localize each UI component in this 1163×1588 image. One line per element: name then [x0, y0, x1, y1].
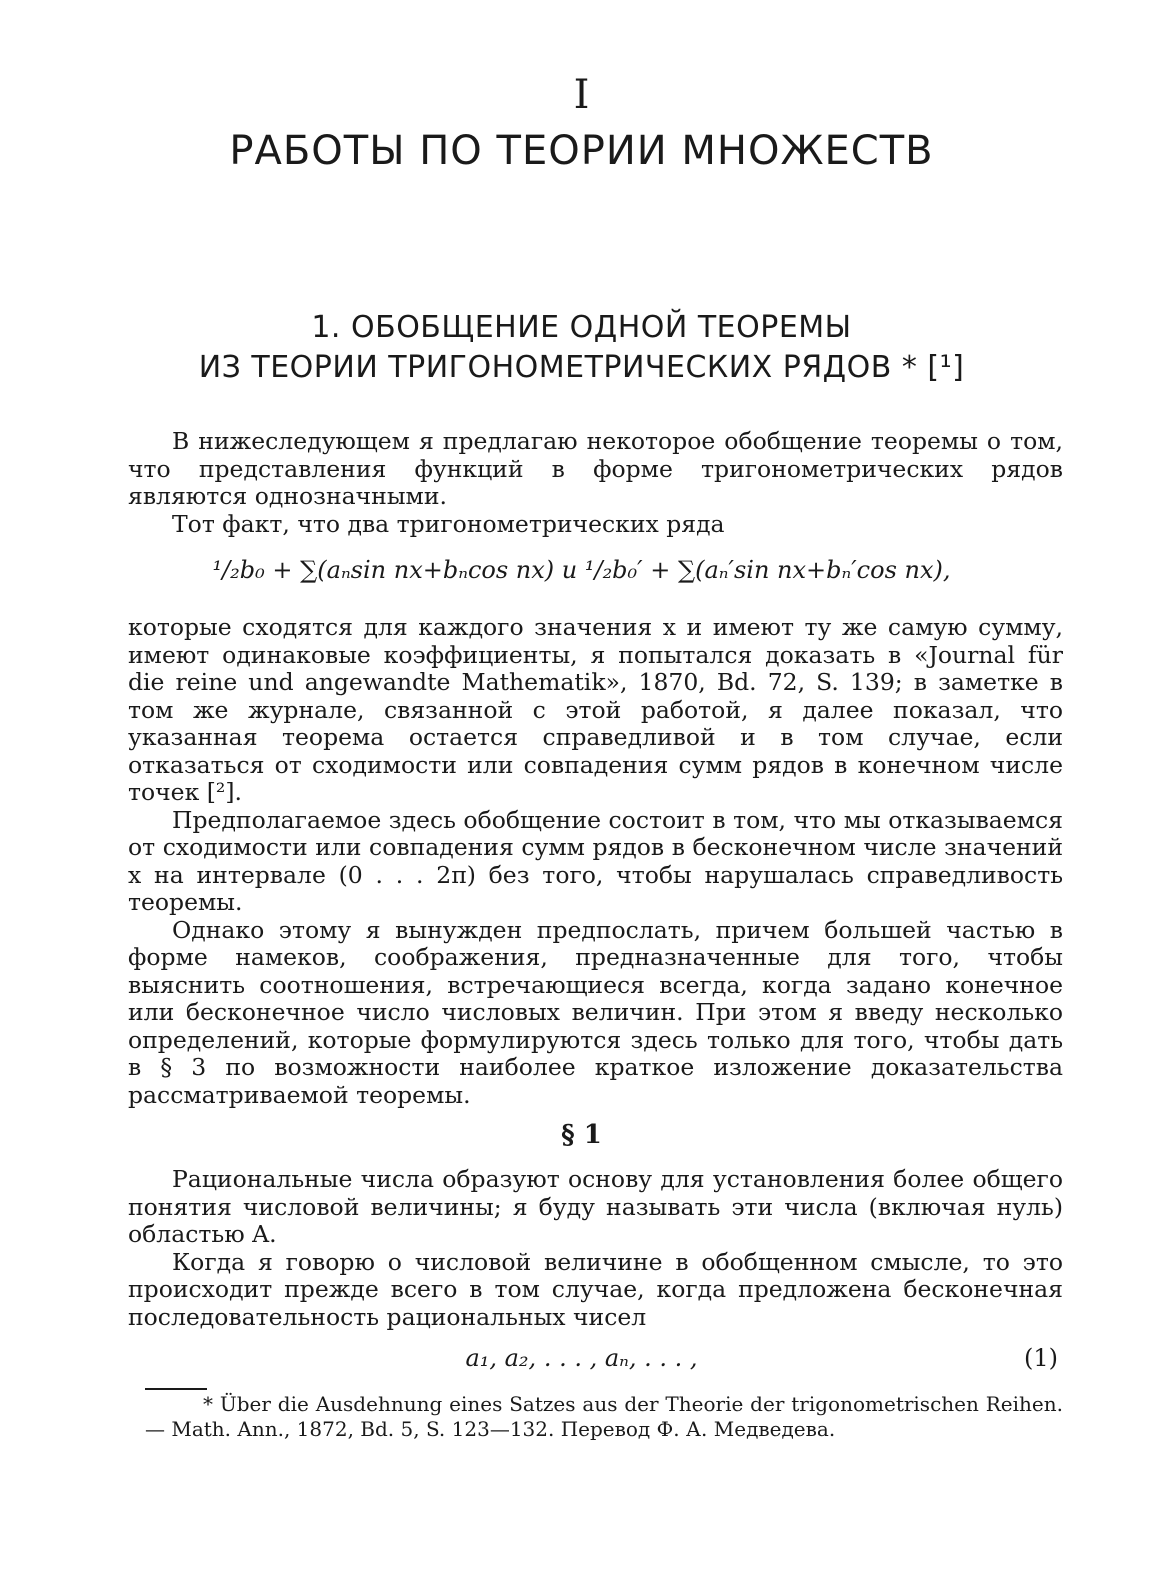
- intro-paragraph-5: Однако этому я вынужден предпослать, причем большей частью в форме намеков, соображения, предназначенные для того, чтобы выяснить соотношения, встречающиеся всегда, когда задано конечное или бесконечное число числовых величин. При этом я введу несколько определений, которые формулируются здесь только для того, чтобы дать в § 3 по возможности наиболее краткое изложение доказательства рассматриваемой теоремы.: [128, 915, 1063, 1109]
- series-formula: ¹/₂b₀ + ∑(aₙsin nx+bₙcos nx) и ¹/₂b₀′ + ∑(aₙ′sin nx+bₙ′cos nx),: [212, 556, 951, 584]
- footnote: * Über die Ausdehnung eines Satzes aus der Theorie der trigonometrischen Reihen.— Math. Ann., 1872, Bd. 5, S. 123—132. Перевод Ф. А. Медведева.: [145, 1392, 1063, 1441]
- intro-paragraph-1: В нижеследующем я предлагаю некоторое обобщение теоремы о том, что представления функций в форме тригонометрических рядов являются однозначными.: [128, 427, 1063, 510]
- part-number: I: [573, 72, 590, 118]
- section-heading: § 1: [561, 1120, 602, 1150]
- article-title-line-2: ИЗ ТЕОРИИ ТРИГОНОМЕТРИЧЕСКИХ РЯДОВ * [¹]: [198, 350, 965, 385]
- sequence-formula: [0, 1344, 1163, 1372]
- section1-paragraph-1: Рациональные числа образуют основу для установления более общего понятия числовой величины; я буду называть эти числа (включая нуль) областью A.: [128, 1165, 1063, 1248]
- article-title-line-1: 1. ОБОБЩЕНИЕ ОДНОЙ ТЕОРЕМЫ: [311, 310, 852, 345]
- intro-block-1: [128, 428, 1063, 538]
- section1-paragraph-2: Когда я говорю о числовой величине в обобщенном смысле, то это происходит прежде всего в том случае, когда предложена бесконечная последовательность рациональных чисел: [128, 1247, 1063, 1331]
- article-title: [0, 308, 1163, 388]
- intro-block-2: [128, 614, 1063, 1109]
- footnote-divider: [145, 1388, 207, 1390]
- section1-block: [128, 1166, 1063, 1331]
- part-title: РАБОТЫ ПО ТЕОРИИ МНОЖЕСТВ: [229, 128, 934, 174]
- formula-number: (1): [1024, 1344, 1058, 1372]
- intro-paragraph-4: Предполагаемое здесь обобщение состоит в том, что мы отказываемся от сходимости или совпадения сумм рядов в бесконечном числе значений x на интервале (0 . . . 2π) без того, чтобы нарушалась справедливость теоремы.: [128, 805, 1063, 916]
- intro-paragraph-2: Тот факт, что два тригонометрических ряда: [172, 509, 725, 538]
- sequence-formula-text: a₁, a₂, . . . , aₙ, . . . ,: [465, 1344, 698, 1372]
- intro-paragraph-3: которые сходятся для каждого значения x и имеют ту же самую сумму, имеют одинаковые коэффициенты, я попытался доказать в «Journal für die reine und angewandte Mathematik», 1870, Bd. 72, S. 139; в заметке в том же журнале, связанной с этой работой, я далее показал, что указанная теорема остается справедливой и в том случае, если отказаться от сходимости или совпадения сумм рядов в конечном числе точек [²].: [128, 613, 1063, 806]
